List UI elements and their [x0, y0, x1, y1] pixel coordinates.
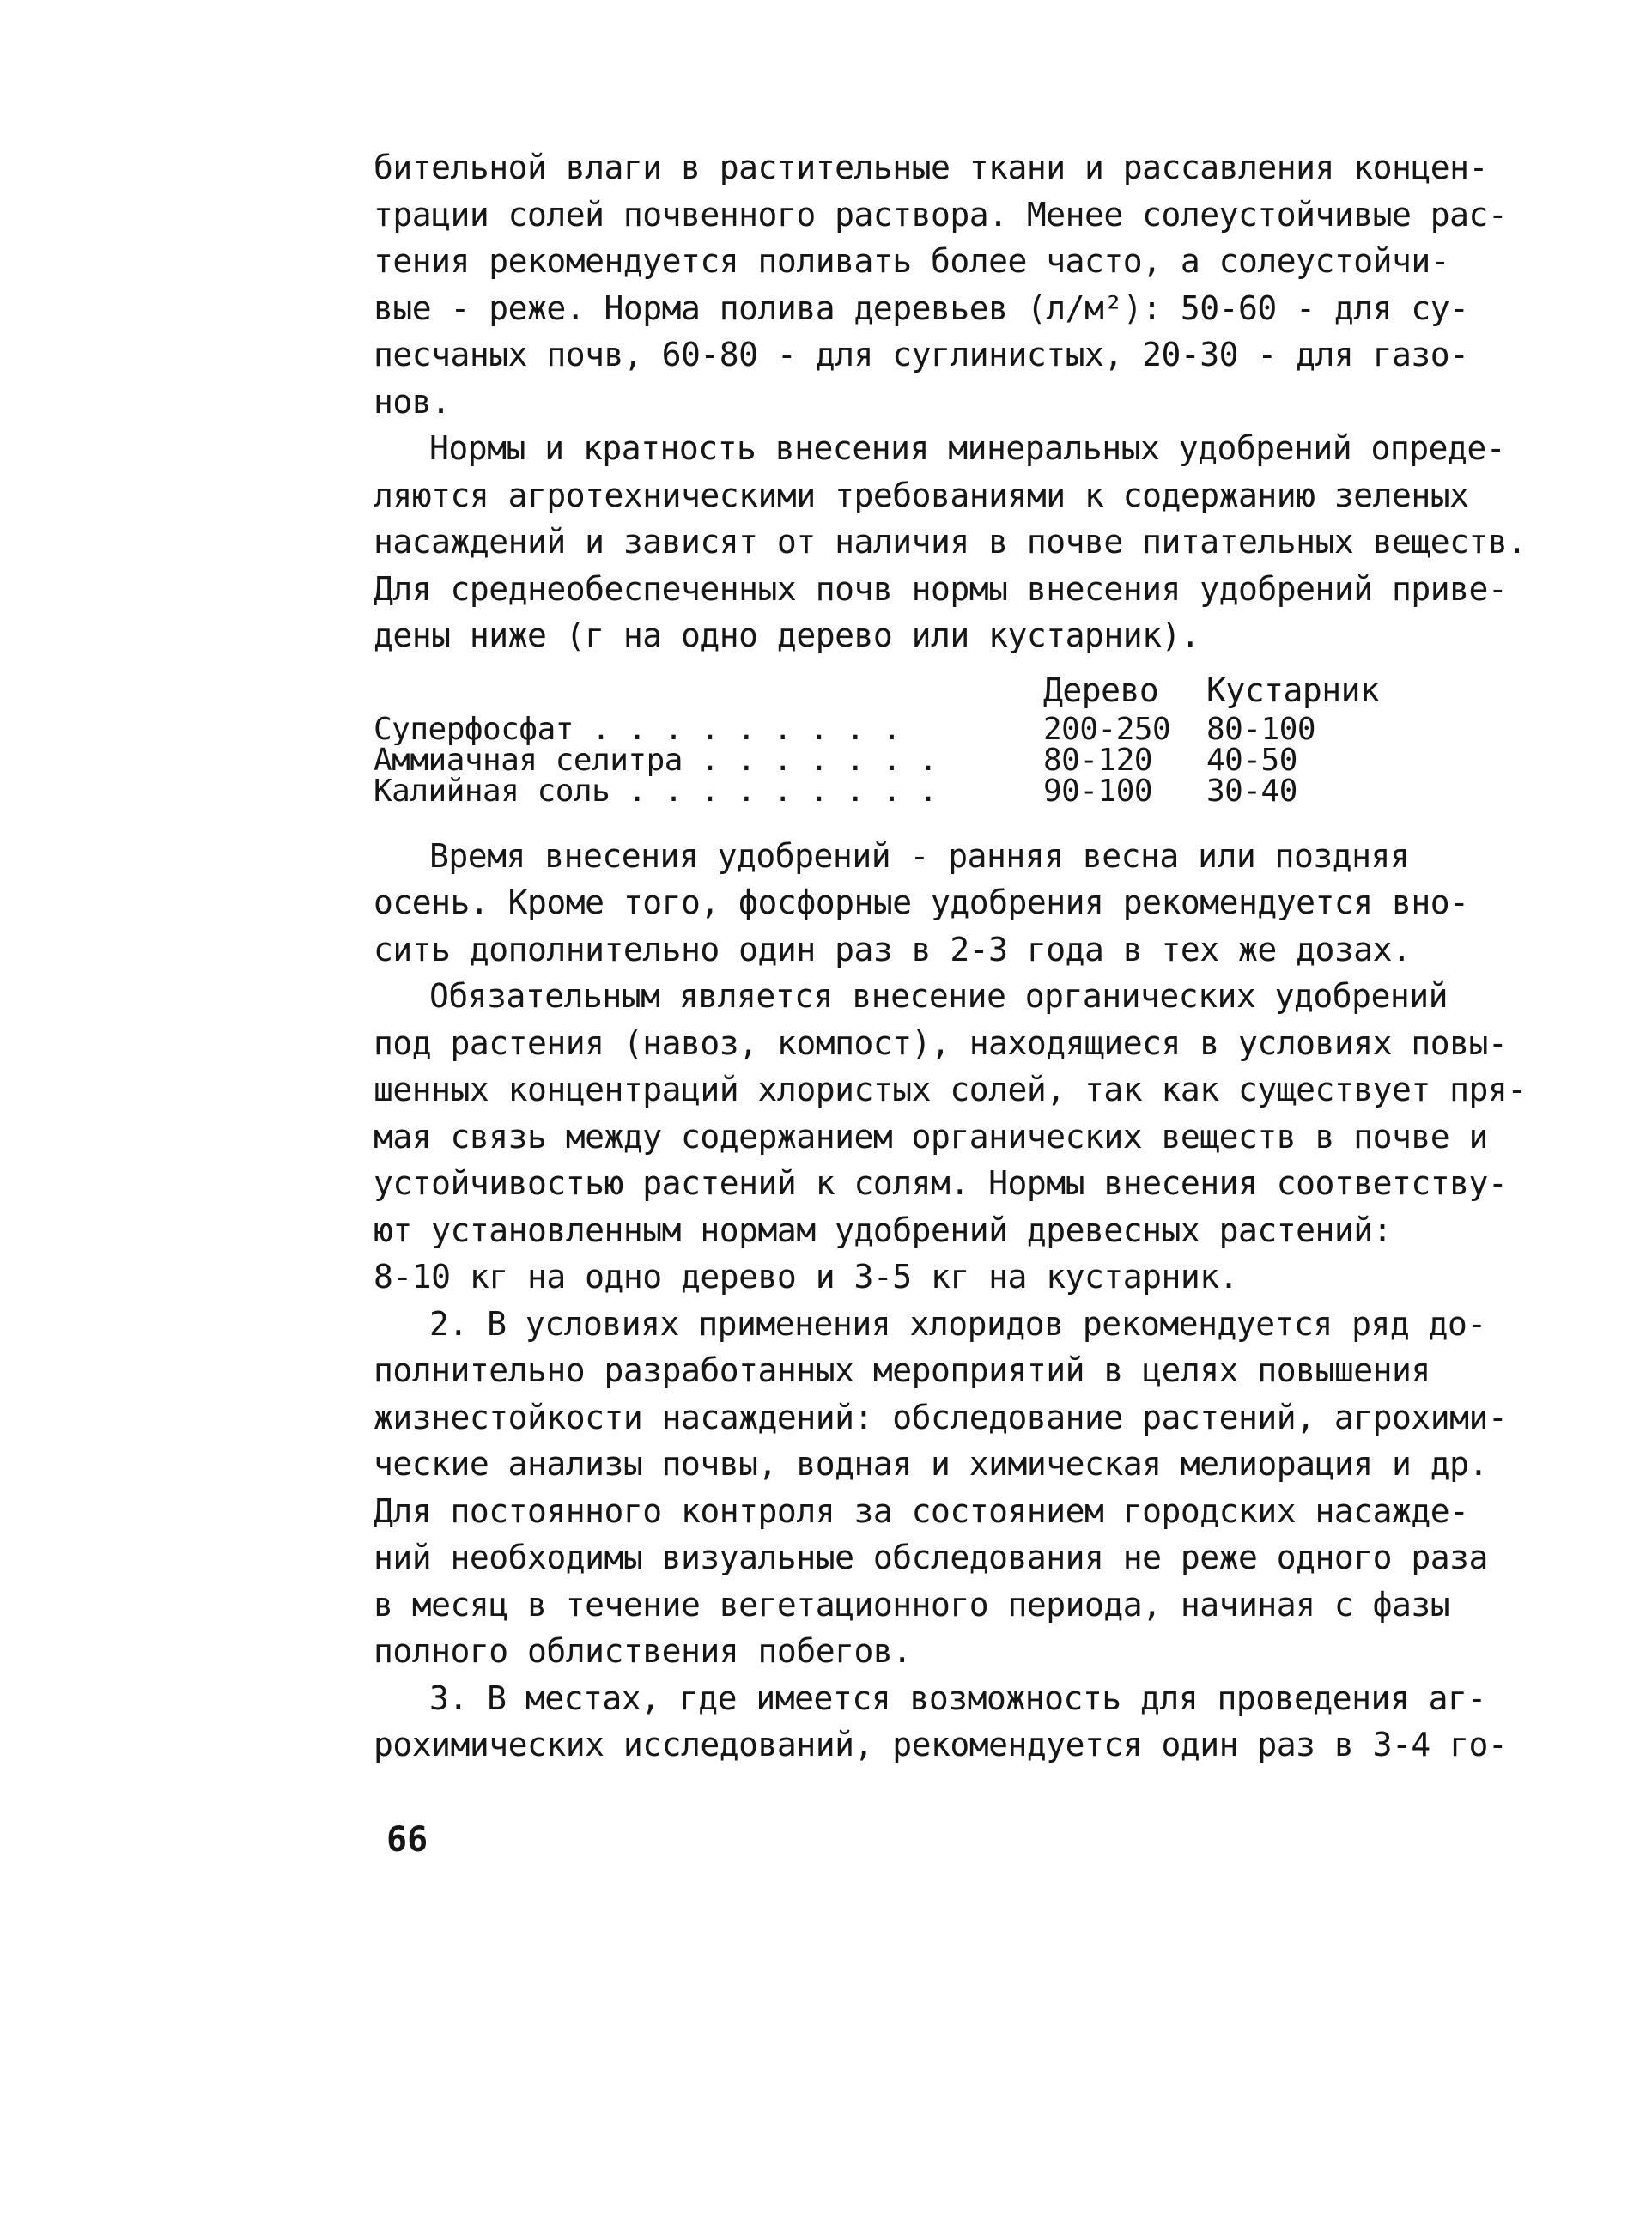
text-line: в месяц в течение вегетационного периода, начиная с фазы	[374, 1585, 1450, 1624]
text-line: осень. Кроме того, фосфорные удобрения рекомендуется вно-	[374, 883, 1469, 921]
column-header-shrub: Кустарник	[1206, 671, 1380, 710]
paragraph-item-3	[374, 1675, 1508, 1769]
fertilizer-table	[374, 668, 1481, 807]
paragraph-item-2	[374, 1301, 1508, 1675]
text-line: ют установленным нормам удобрений древесных растений:	[374, 1211, 1393, 1249]
table-row	[374, 742, 1481, 778]
paragraph-fertilizer-norms	[374, 425, 1527, 659]
text-line: сить дополнительно один раз в 2-3 года в тех же дозах.	[374, 930, 1412, 968]
text-line: бительной влаги в растительные ткани и рассавления концен-	[374, 149, 1488, 186]
text-line: мая связь между содержанием органических веществ в почве и	[374, 1117, 1488, 1156]
fertilizer-name: Суперфосфат . . . . . . . . .	[374, 713, 902, 745]
document-page	[374, 144, 1527, 1769]
text-line: Обязательным является внесение органических удобрений	[429, 977, 1449, 1015]
text-line: ческие анализы почвы, водная и химическая мелиорация и др.	[374, 1445, 1488, 1483]
fertilizer-name: Калийная соль . . . . . . . . .	[374, 775, 938, 807]
text-line: 8-10 кг на одно дерево и 3-5 кг на кустарник.	[374, 1258, 1239, 1296]
shrub-dose: 30-40	[1206, 773, 1297, 809]
text-line: тения рекомендуется поливать более часто, а солеустойчи-	[374, 242, 1450, 280]
shrub-dose: 40-50	[1206, 742, 1297, 778]
text-line: 2. В условиях применения хлоридов рекомендуется ряд до-	[429, 1304, 1486, 1343]
text-line: рохимических исследований, рекомендуется один раз в 3-4 го-	[374, 1726, 1508, 1764]
table-row	[374, 711, 1481, 747]
text-line: шенных концентраций хлористых солей, так как существует пря-	[374, 1071, 1527, 1108]
text-line: Нормы и кратность внесения минеральных удобрений опреде-	[429, 429, 1506, 467]
text-line: ний необходимы визуальные обследования не реже одного раза	[374, 1539, 1488, 1576]
text-line: полнительно разработанных мероприятий в целях повышения	[374, 1351, 1430, 1389]
text-line: дены ниже (г на одно дерево или кустарник).	[374, 616, 1200, 654]
table-row	[374, 773, 1481, 809]
tree-dose: 80-120	[1043, 742, 1153, 778]
text-line: нов.	[374, 382, 451, 421]
text-line: под растения (навоз, компост), находящиеся в условиях повы-	[374, 1023, 1508, 1062]
tree-dose: 90-100	[1043, 773, 1153, 809]
text-line: Для среднеобеспеченных почв нормы внесения удобрений приве-	[374, 569, 1508, 608]
paragraph-watering	[374, 144, 1508, 425]
text-line: ляются агротехническими требованиями к содержанию зеленых	[374, 476, 1469, 514]
text-line: Время внесения удобрений - ранняя весна или поздняя	[429, 836, 1410, 875]
text-line: трации солей почвенного раствора. Менее солеустойчивые рас-	[374, 195, 1508, 234]
text-line: песчаных почв, 60-80 - для суглинистых, 20-30 - для газо-	[374, 336, 1469, 373]
shrub-dose: 80-100	[1206, 711, 1316, 747]
tree-dose: 200-250	[1043, 711, 1171, 747]
text-line: Для постоянного контроля за состоянием городских насажде-	[374, 1491, 1469, 1530]
fertilizer-name: Аммиачная селитра . . . . . . .	[374, 744, 938, 776]
text-line: 3. В местах, где имеется возможность для проведения аг-	[429, 1679, 1486, 1717]
table-header	[374, 668, 1481, 714]
paragraph-organic	[374, 973, 1527, 1301]
text-line: жизнестойкости насаждений: обследование растений, агрохими-	[374, 1398, 1508, 1436]
column-header-tree: Дерево	[1043, 671, 1159, 710]
text-line: вые - реже. Норма полива деревьев (л/м²): 50-60 - для су-	[374, 288, 1469, 327]
text-line: насаждений и зависят от наличия в почве питательных веществ.	[374, 523, 1527, 561]
paragraph-application-time	[374, 833, 1481, 974]
text-line: устойчивостью растений к солям. Нормы внесения соответству-	[374, 1164, 1508, 1202]
text-line: полного облиствения побегов.	[374, 1632, 912, 1670]
page-number: 66	[386, 1820, 428, 1860]
